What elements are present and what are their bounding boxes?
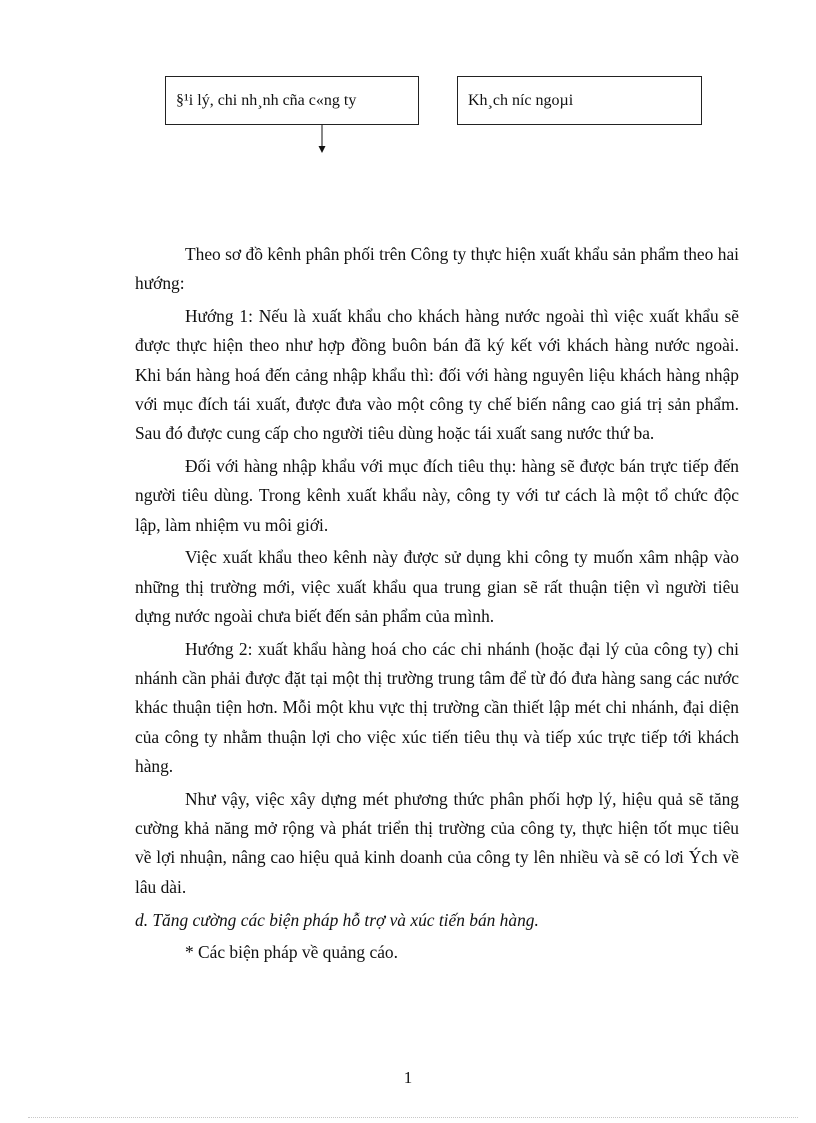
page-number: 1 <box>403 1068 413 1087</box>
section-heading: d. Tăng cường các biện pháp hỗ trợ và xúc tiến bán hàng. <box>135 909 539 930</box>
diagram-box-foreign-customer-label: Kh¸ch níc ngoµi <box>468 92 574 109</box>
paragraph-new-markets: Việc xuất khẩu theo kênh này được sử dụng khi công ty muốn xâm nhập vào những thị trường mới, việc xuất khẩu qua trung gian sẽ rất thuận tiện vì người tiêu dựng nước ngoài chưa biết đến sản phẩm của mình. <box>135 547 739 627</box>
diagram-box-branch-label: §¹i lý, chi nh¸nh cña c«ng ty <box>176 92 357 109</box>
diagram-box-branch <box>165 76 419 125</box>
paragraph-consumption-imports: Đối với hàng nhập khẩu với mục đích tiêu thụ: hàng sẽ được bán trực tiếp đến người tiêu dùng. Trong kênh xuất khẩu này, công ty với tư cách là một tổ chức độc lập, làm nhiệm vu môi giới. <box>135 456 739 535</box>
paragraph-direction-1: Hướng 1: Nếu là xuất khẩu cho khách hàng nước ngoài thì việc xuất khẩu sẽ được thực hiện theo như hợp đồng buôn bán đã ký kết với khách hàng nước ngoài. Khi bán hàng hoá đến cảng nhập khẩu thì: đối với hàng nguyên liệu khách hàng nhập với mục đích tái xuất, được đưa vào một công ty chế biến nâng cao giá trị sản phẩm. Sau đó được cung cấp cho người tiêu dùng hoặc tái xuất sang nước thứ ba. <box>135 306 739 444</box>
paragraph-conclusion: Như vậy, việc xây dựng mét phương thức phân phối hợp lý, hiệu quả sẽ tăng cường khả năng mở rộng và phát triển thị trường của công ty, thực hiện tốt mục tiêu về lợi nhuận, nâng cao hiệu quả kinh doanh của công ty lên nhiều và sẽ có lơi Ých về lâu dài. <box>135 788 739 897</box>
paragraph-intro: Theo sơ đồ kênh phân phối trên Công ty thực hiện xuất khẩu sản phẩm theo hai hướng: <box>135 244 739 294</box>
page-bottom-divider <box>28 1117 798 1118</box>
paragraph-direction-2: Hướng 2: xuất khẩu hàng hoá cho các chi nhánh (hoặc đại lý của công ty) chi nhánh cần phải được đặt tại một thị trường trung tâm để từ đó đưa hàng sang các nước khác thuận tiện hơn. Mỗi một khu vực thị trường cần thiết lập mét chi nhánh, đại diện của công ty nhằm thuận lợi cho việc xúc tiến tiêu thụ và tiếp xúc trực tiếp tới khách hàng. <box>135 638 739 777</box>
bullet-heading: * Các biện pháp về quảng cáo. <box>185 942 398 963</box>
diagram-box-foreign-customer <box>457 76 702 125</box>
down-arrow-icon <box>316 125 328 155</box>
body-text <box>135 240 739 971</box>
